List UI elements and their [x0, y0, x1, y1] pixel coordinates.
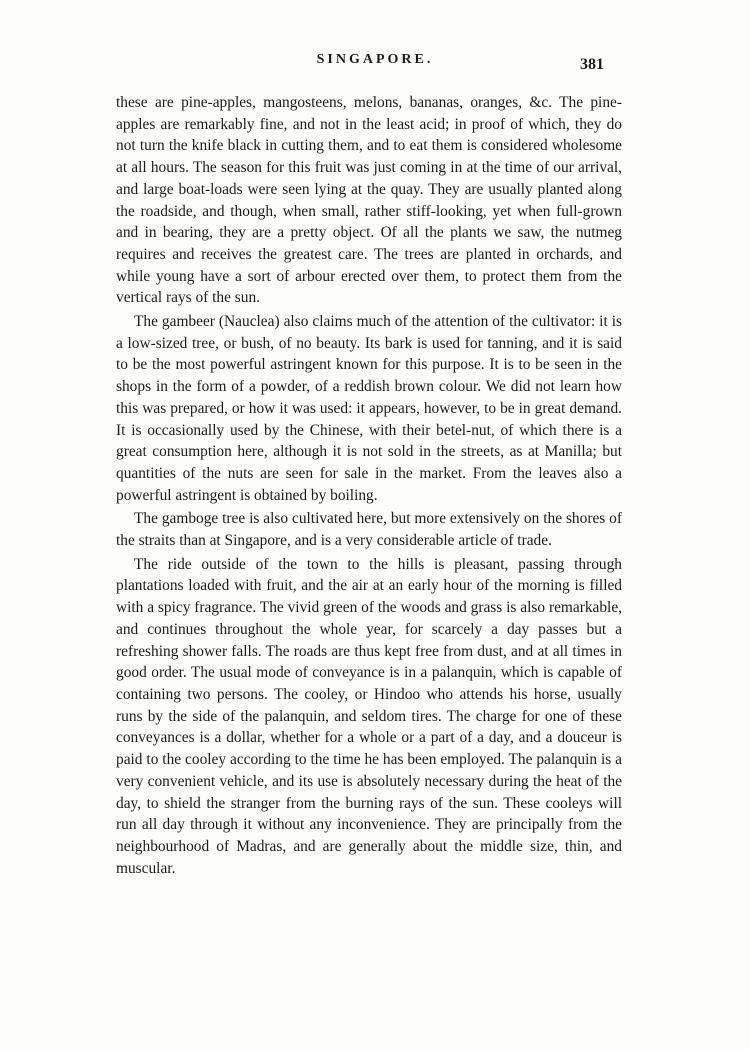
paragraph-1: these are pine-apples, mangosteens, melons, bananas, oranges, &c. The pine-apples are remarkably fine, and not in the least acid; in proof of which, they do not turn the knife black in cutting them, and to eat them is considered wholesome at all hours. The season for this fruit was just coming in at the time of our arrival, and large boat-loads were seen lying at the quay. They are usually planted along the roadside, and though, when small, rather stiff-looking, yet when full-grown and in bearing, they are a pretty object. Of all the plants we saw, the nutmeg requires and receives the greatest care. The trees are planted in orchards, and while young have a sort of arbour erected over them, to protect them from the vertical rays of the sun. — [116, 94, 622, 307]
paragraph-2: The gambeer (Nauclea) also claims much of the attention of the cultivator: it is a low-sized tree, or bush, of no beauty. Its bark is used for tanning, and it is said to be the most powerful astringent known for this purpose. It is to be seen in the shops in the form of a powder, of a reddish brown colour. We did not learn how this was prepared, or how it was used: it appears, however, to be in great demand. It is occasionally used by the Chinese, with their betel-nut, of which there is a great consumption here, although it is not sold in the streets, as at Manilla; but quantities of the nuts are seen for sale in the market. From the leaves also a powerful astringent is obtained by boiling. — [116, 313, 622, 504]
running-title: SINGAPORE. — [316, 52, 434, 67]
paragraph-4: The ride outside of the town to the hills is pleasant, passing through plantations loaded with fruit, and the air at an early hour of the morning is filled with a spicy fragrance. The vivid green of the woods and grass is also remarkable, and continues throughout the whole year, for scarcely a day passes but a refreshing shower falls. The roads are thus kept free from dust, and at all times in good order. The usual mode of conveyance is in a palanquin, which is capable of containing two persons. The cooley, or Hindoo who attends his horse, usually runs by the side of the palanquin, and seldom tires. The charge for one of these conveyances is a dollar, whether for a whole or a part of a day, and a douceur is paid to the cooley according to the time he has been employed. The palanquin is a very convenient vehicle, and its use is absolutely necessary during the heat of the day, to shield the stranger from the burning rays of the sun. These cooleys will run all day through it without any inconvenience. They are principally from the neighbourhood of Madras, and are generally about the middle size, thin, and muscular. — [116, 555, 622, 877]
paragraph-3: The gamboge tree is also cultivated here, but more extensively on the shores of the straits than at Singapore, and is a very considerable article of trade. — [116, 510, 622, 550]
body-text — [116, 92, 622, 879]
page-number: 381 — [580, 56, 604, 73]
